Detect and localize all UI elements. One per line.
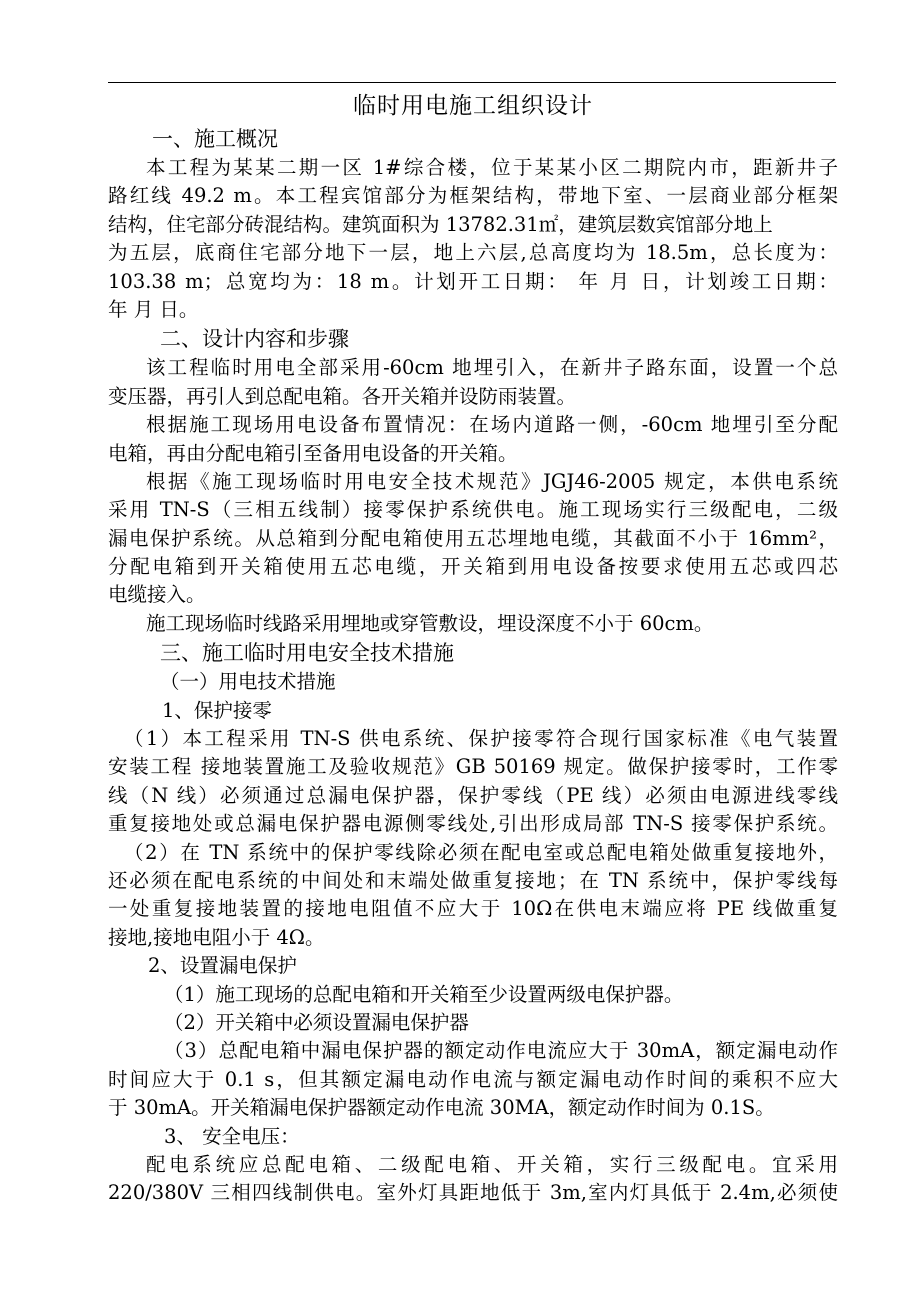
header-rule: [108, 82, 836, 83]
text-line: 一处重复接地装置的接地电阻值不应大于 10Ω在供电末端应将 PE 线做重复: [108, 897, 838, 921]
text-line: 根据《施工现场临时用电安全技术规范》JGJ46-2005 规定，本供电系统: [146, 469, 838, 493]
text-line: 采用 TN-S（三相五线制）接零保护系统供电。施工现场实行三级配电，二级: [108, 498, 838, 522]
text-line: （一）用电技术措施: [160, 670, 336, 694]
text-line: 年 月 日。: [108, 297, 199, 321]
document-page: [108, 88, 838, 1208]
document-title: 临时用电施工组织设计: [353, 93, 593, 119]
text-line: 103.38 m；总宽均为：18 m。计划开工日期： 年 月 日，计划竣工日期：: [108, 269, 838, 293]
text-line: 根据施工现场用电设备布置情况：在场内道路一侧，-60cm 地埋引至分配: [146, 413, 838, 437]
text-line: 重复接地处或总漏电保护器电源侧零线处,引出形成局部 TN-S 接零保护系统。: [108, 812, 838, 836]
text-line: 配电系统应总配电箱、二级配电箱、开关箱，实行三级配电。宜采用: [146, 1152, 838, 1176]
document-body: [108, 124, 838, 1208]
text-line: （3）总配电箱中漏电保护器的额定动作电流应大于 30mA，额定漏电动作: [164, 1039, 838, 1063]
text-line: 于 30mA。开关箱漏电保护器额定动作电流 30MA，额定动作时间为 0.1S。: [108, 1096, 775, 1120]
text-line: （1）施工现场的总配电箱和开关箱至少设置两级电保护器。: [164, 982, 684, 1006]
text-line: 1、保护接零: [162, 698, 272, 722]
text-line: （1）本工程采用 TN-S 供电系统、保护接零符合现行国家标准《电气装置: [124, 727, 838, 751]
text-line: （2）开关箱中必须设置漏电保护器: [164, 1010, 469, 1034]
text-line: 漏电保护系统。从总箱到分配电箱使用五芯埋地电缆，其截面不小于 16mm²，: [108, 526, 838, 550]
text-line: 变压器，再引人到总配电箱。各开关箱并设防雨装置。: [108, 384, 577, 408]
text-line: 安装工程 接地装置施工及验收规范》GB 50169 规定。做保护接零时，工作零: [108, 755, 838, 779]
text-line: 施工现场临时线路采用埋地或穿管敷设，埋设深度不小于 60cm。: [146, 611, 714, 635]
text-line: 结构，住宅部分砖混结构。建筑面积为 13782.31㎡，建筑层数宾馆部分地上: [108, 212, 773, 236]
text-line: 为五层，底商住宅部分地下一层，地上六层,总高度均为 18.5m，总长度为：: [108, 241, 838, 265]
text-line: （2）在 TN 系统中的保护零线除必须在配电室或总配电箱处做重复接地外，: [124, 840, 838, 864]
text-line: 电缆接入。: [108, 583, 206, 607]
section-heading: 一、施工概况: [152, 127, 278, 151]
text-line: 还必须在配电系统的中间处和末端处做重复接地；在 TN 系统中，保护零线每: [108, 868, 838, 892]
text-line: 2、设置漏电保护: [148, 954, 297, 978]
text-line: 3、 安全电压：: [164, 1124, 300, 1148]
text-line: 该工程临时用电全部采用-60cm 地埋引入，在新井子路东面，设置一个总: [146, 356, 838, 380]
text-line: 分配电箱到开关箱使用五芯电缆，开关箱到用电设备按要求使用五芯或四芯: [108, 555, 838, 579]
section-heading: 三、施工临时用电安全技术措施: [160, 641, 454, 666]
text-line: 本工程为某某二期一区 1#综合楼，位于某某小区二期院内市，距新井子: [146, 156, 838, 179]
section-heading: 二、设计内容和步骤: [160, 327, 349, 352]
text-line: 线（N 线）必须通过总漏电保护器，保护零线（PE 线）必须由电源进线零线: [108, 783, 838, 807]
text-line: 接地,接地电阻小于 4Ω。: [108, 925, 325, 949]
text-line: 220/380V 三相四线制供电。室外灯具距地低于 3m,室内灯具低于 2.4m,必须使: [108, 1181, 838, 1205]
text-line: 时间应大于 0.1 s，但其额定漏电动作电流与额定漏电动作时间的乘积不应大: [108, 1067, 838, 1091]
text-line: 电箱，再由分配电箱引至备用电设备的开关箱。: [108, 441, 518, 465]
text-line: 路红线 49.2 m。本工程宾馆部分为框架结构，带地下室、一层商业部分框架: [108, 184, 838, 208]
